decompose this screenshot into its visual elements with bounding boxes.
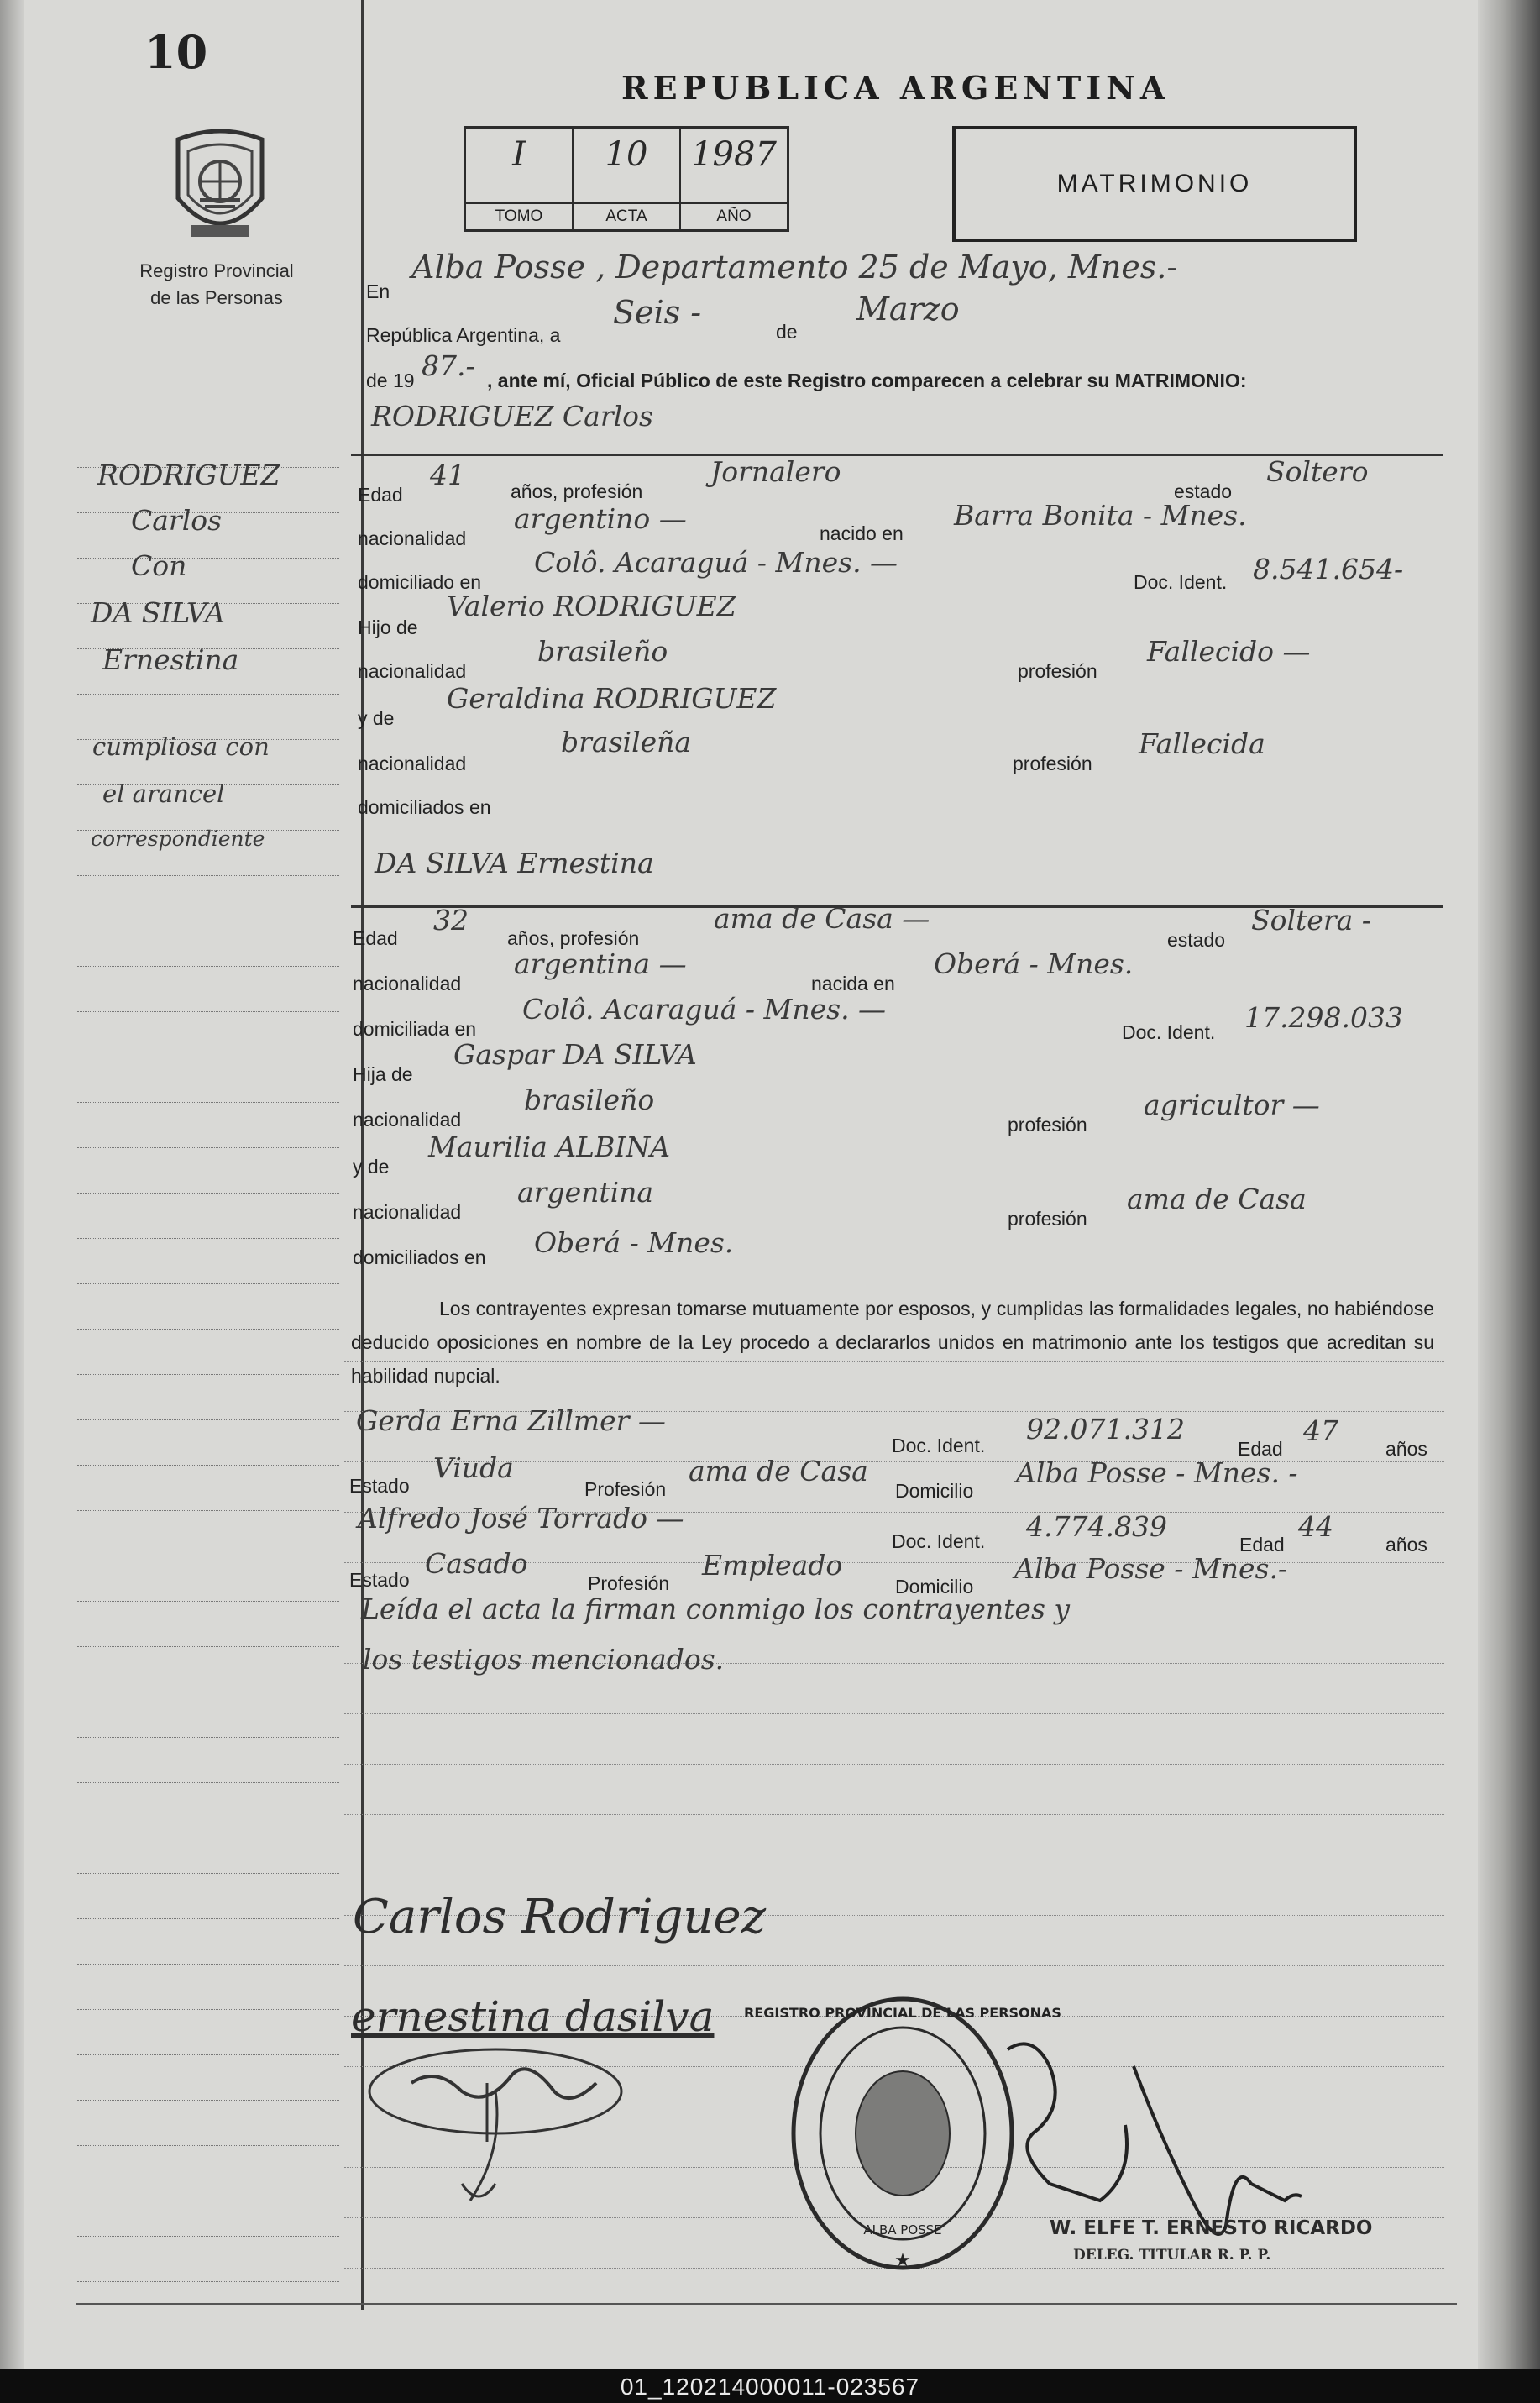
stamp-ring-text: REGISTRO PROVINCIAL DE LAS PERSONAS	[744, 2005, 1061, 2021]
registry-name-line1: Registro Provincial	[139, 260, 294, 281]
witness2-anios-label: años	[1385, 1534, 1427, 1556]
witness2-doc: 4.774.839	[1026, 1510, 1167, 1543]
groom-nacionalidad: argentino —	[514, 502, 687, 535]
bride-doc: 17.298.033	[1244, 1001, 1403, 1034]
margin-bride-surname: DA SILVA	[91, 596, 225, 629]
groom-mother-prof-label: profesión	[1013, 753, 1092, 774]
body-ruled-line	[344, 1814, 1444, 1816]
witness1-domicilio: Alba Posse - Mnes. -	[1016, 1456, 1298, 1489]
groom-father-label: Hijo de	[358, 616, 418, 638]
bride-profesion-label: años, profesión	[507, 927, 640, 949]
groom-father: Valerio RODRIGUEZ	[447, 590, 736, 622]
witness1-doc: 92.071.312	[1026, 1413, 1185, 1445]
bride-estado-label: estado	[1167, 929, 1226, 951]
margin-ruled-line	[77, 1465, 339, 1466]
groom-nacido: Barra Bonita - Mnes.	[954, 499, 1247, 532]
anio-value: 1987	[691, 135, 777, 174]
groom-profesion-label: años, profesión	[511, 480, 643, 502]
bride-profesion: ama de Casa —	[714, 902, 930, 935]
bride-mother-label: y de	[353, 1156, 390, 1178]
bride-signature: ernestina dasilva	[351, 1992, 715, 2041]
groom-mother-nac-label: nacionalidad	[358, 753, 467, 774]
declaration-text: Los contrayentes expresan tomarse mutuamente por esposos, y cumplidas las formalidades legales, no habiéndose deducido oposiciones en nombre de la Ley procedo a declararlos unidos en matrimonio ante los testigos que acreditan su habilidad nupcial.	[351, 1298, 1434, 1387]
groom-domicilio: Colô. Acaraguá - Mnes. —	[534, 546, 898, 579]
margin-ruled-line	[77, 1964, 339, 1965]
groom-mother-prof: Fallecida	[1139, 727, 1265, 760]
book-binding	[0, 0, 24, 2369]
witness1-doc-label: Doc. Ident.	[892, 1435, 986, 1456]
margin-ruled-line	[77, 1601, 339, 1603]
witness2-domicilio: Alba Posse - Mnes.-	[1014, 1552, 1288, 1585]
margin-ruled-line	[77, 2281, 339, 2283]
page-bottom-rule	[76, 2303, 1457, 2305]
groom-father-nac-label: nacionalidad	[358, 660, 467, 682]
groom-nacido-label: nacido en	[820, 522, 904, 544]
groom-signature: Carlos Rodriguez	[353, 1890, 767, 1944]
margin-ruled-line	[77, 1737, 339, 1739]
groom-estado-label: estado	[1174, 480, 1233, 502]
bride-dom-label: domiciliada en	[353, 1018, 477, 1040]
groom-profesion: Jornalero	[710, 455, 841, 488]
groom-father-nac: brasileño	[537, 635, 668, 668]
month-value: Marzo	[856, 291, 960, 328]
witness1-anios-label: años	[1385, 1438, 1427, 1460]
margin-fee-line3: correspondiente	[91, 826, 265, 851]
witness1-edad-label: Edad	[1238, 1438, 1283, 1460]
groom-nac-label: nacionalidad	[358, 527, 467, 549]
anio-label: AÑO	[681, 202, 787, 229]
bride-father-nac: brasileño	[524, 1083, 655, 1116]
tomo-cell	[466, 129, 574, 229]
margin-ruled-line	[77, 2009, 339, 2011]
body-ruled-line	[344, 1764, 1444, 1766]
margin-ruled-line	[77, 558, 339, 559]
groom-mother-label: y de	[358, 707, 395, 729]
province-crest-icon	[166, 123, 274, 247]
bride-nacionalidad: argentina —	[514, 947, 687, 980]
margin-ruled-line	[77, 1873, 339, 1875]
groom-doc-label: Doc. Ident.	[1134, 571, 1228, 593]
bride-mother-prof-label: profesión	[1008, 1208, 1087, 1230]
witness2-edad-label: Edad	[1239, 1534, 1285, 1556]
bride-parents-dom-label: domiciliados en	[353, 1246, 486, 1268]
margin-ruled-line	[77, 2236, 339, 2238]
bride-mother-nac: argentina	[517, 1176, 654, 1209]
witness1-edad: 47	[1303, 1414, 1338, 1447]
margin-fee-line1: cumpliosa con	[92, 732, 270, 761]
witness1-name: Gerda Erna Zillmer —	[356, 1404, 666, 1437]
margin-ruled-line	[77, 1147, 339, 1149]
republica-label: República Argentina, a	[366, 324, 561, 346]
margin-ruled-line	[77, 1329, 339, 1330]
image-caption: 01_120214000011-023567	[620, 2374, 920, 2400]
bride-father: Gaspar DA SILVA	[453, 1038, 697, 1071]
bride-doc-label: Doc. Ident.	[1122, 1021, 1216, 1043]
year-prefix: de 19	[366, 370, 415, 391]
margin-ruled-line	[77, 2145, 339, 2147]
bride-edad: 32	[433, 904, 469, 937]
page-number: 10	[144, 25, 208, 79]
witness2-estado: Casado	[425, 1547, 528, 1580]
country-title: REPUBLICA ARGENTINA	[621, 69, 1171, 107]
groom-estado: Soltero	[1266, 455, 1369, 488]
margin-ruled-line	[77, 694, 339, 695]
margin-ruled-line	[77, 2191, 339, 2192]
margin-ruled-line	[77, 1828, 339, 1829]
groom-mother: Geraldina RODRIGUEZ	[447, 682, 777, 715]
witness1-estado: Viuda	[433, 1451, 514, 1484]
anio-cell	[681, 129, 787, 229]
margin-ruled-line	[77, 1782, 339, 1784]
groom-father-prof-label: profesión	[1018, 660, 1097, 682]
tomo-acta-anio-box	[464, 126, 789, 232]
bride-nac-label: nacionalidad	[353, 973, 462, 994]
witness1-estado-label: Estado	[349, 1475, 410, 1497]
bride-nacida-label: nacida en	[811, 973, 895, 994]
witness2-estado-label: Estado	[349, 1569, 410, 1591]
margin-ruled-line	[77, 2054, 339, 2056]
groom-mother-nac: brasileña	[561, 726, 692, 758]
year-suffix: 87.-	[422, 349, 475, 382]
bride-name: DA SILVA Ernestina	[375, 847, 654, 879]
margin-groom-surname: RODRIGUEZ	[97, 459, 280, 491]
bride-mother-nac-label: nacionalidad	[353, 1201, 462, 1223]
page-edge	[1478, 0, 1540, 2369]
groom-dom-label: domiciliado en	[358, 571, 482, 593]
bride-father-prof-label: profesión	[1008, 1114, 1087, 1136]
groom-parents-dom-label: domiciliados en	[358, 796, 491, 818]
witness1-dom-label: Domicilio	[895, 1480, 974, 1502]
witness2-name: Alfredo José Torrado —	[358, 1502, 684, 1535]
acta-label: ACTA	[574, 202, 679, 229]
margin-ruled-line	[77, 1419, 339, 1421]
groom-name: RODRIGUEZ Carlos	[371, 400, 653, 433]
tomo-value: I	[512, 135, 526, 174]
day-value: Seis -	[613, 294, 702, 331]
statement-text: , ante mí, Oficial Público de este Registro comparecen a celebrar su MATRIMONIO:	[487, 370, 1247, 391]
acta-cell	[574, 129, 681, 229]
body-ruled-line	[344, 1965, 1444, 1967]
margin-ruled-line	[77, 1918, 339, 1920]
groom-doc: 8.541.654-	[1253, 553, 1404, 585]
place-value: Alba Posse , Departamento 25 de Mayo, Mnes.-	[411, 249, 1178, 286]
bride-domicilio: Colô. Acaraguá - Mnes. —	[522, 993, 887, 1026]
en-label: En	[366, 281, 390, 302]
margin-bride-name: Ernestina	[102, 643, 239, 676]
de-label: de	[776, 321, 798, 343]
margin-ruled-line	[77, 1057, 339, 1058]
stamp-inner-text: ALBA POSSE	[863, 2222, 942, 2238]
margin-con: Con	[131, 549, 187, 582]
officer-title: DELEG. TITULAR R. P. P.	[1073, 2247, 1271, 2264]
bride-edad-label: Edad	[353, 927, 398, 949]
record-type-box: MATRIMONIO	[952, 126, 1357, 242]
margin-divider	[361, 0, 364, 2310]
officer-name: W. ELFE T. ERNESTO RICARDO	[1050, 2217, 1373, 2239]
margin-ruled-line	[77, 921, 339, 922]
margin-ruled-line	[77, 2100, 339, 2101]
margin-ruled-line	[77, 1238, 339, 1240]
bride-parents-dom: Oberá - Mnes.	[534, 1226, 734, 1259]
bride-estado: Soltera -	[1251, 904, 1371, 937]
margin-ruled-line	[77, 1510, 339, 1512]
registry-stamp-icon	[744, 1991, 1061, 2276]
bride-father-label: Hija de	[353, 1063, 413, 1085]
witness1-profesion: ama de Casa	[689, 1455, 868, 1487]
witness1-profesion-label: Profesión	[584, 1478, 667, 1500]
bride-father-prof: agricultor —	[1144, 1089, 1320, 1121]
closing-line2: los testigos mencionados.	[363, 1643, 725, 1676]
bride-nacida: Oberá - Mnes.	[934, 947, 1134, 980]
witness2-dom-label: Domicilio	[895, 1576, 974, 1598]
body-ruled-line	[344, 1713, 1444, 1715]
margin-ruled-line	[77, 1193, 339, 1194]
groom-edad: 41	[430, 459, 465, 491]
bride-mother: Maurilia ALBINA	[428, 1131, 671, 1163]
witness2-profesion: Empleado	[702, 1549, 843, 1582]
groom-father-prof: Fallecido —	[1147, 635, 1311, 668]
witness2-edad: 44	[1298, 1510, 1333, 1543]
margin-ruled-line	[77, 1646, 339, 1648]
margin-fee-line2: el arancel	[102, 779, 225, 808]
margin-ruled-line	[77, 1374, 339, 1376]
margin-ruled-line	[77, 966, 339, 968]
margin-ruled-line	[77, 1692, 339, 1693]
witness2-doc-label: Doc. Ident.	[892, 1530, 986, 1552]
margin-ruled-line	[77, 1011, 339, 1013]
witness-signatures-icon	[361, 2033, 680, 2226]
svg-text:★: ★	[894, 2249, 911, 2270]
margin-ruled-line	[77, 1283, 339, 1285]
margin-ruled-line	[77, 875, 339, 877]
closing-line1: Leída el acta la firman conmigo los contrayentes y	[361, 1592, 1071, 1625]
acta-value: 10	[605, 135, 648, 174]
margin-ruled-line	[77, 1556, 339, 1557]
margin-groom-name: Carlos	[131, 504, 223, 537]
bride-father-nac-label: nacionalidad	[353, 1109, 462, 1131]
tomo-label: TOMO	[466, 202, 572, 229]
registry-name-line2: de las Personas	[150, 287, 283, 308]
body-ruled-line	[344, 1865, 1444, 1866]
bride-mother-prof: ama de Casa	[1127, 1183, 1307, 1215]
witness2-profesion-label: Profesión	[588, 1572, 670, 1594]
margin-ruled-line	[77, 1102, 339, 1104]
groom-edad-label: Edad	[358, 484, 403, 506]
